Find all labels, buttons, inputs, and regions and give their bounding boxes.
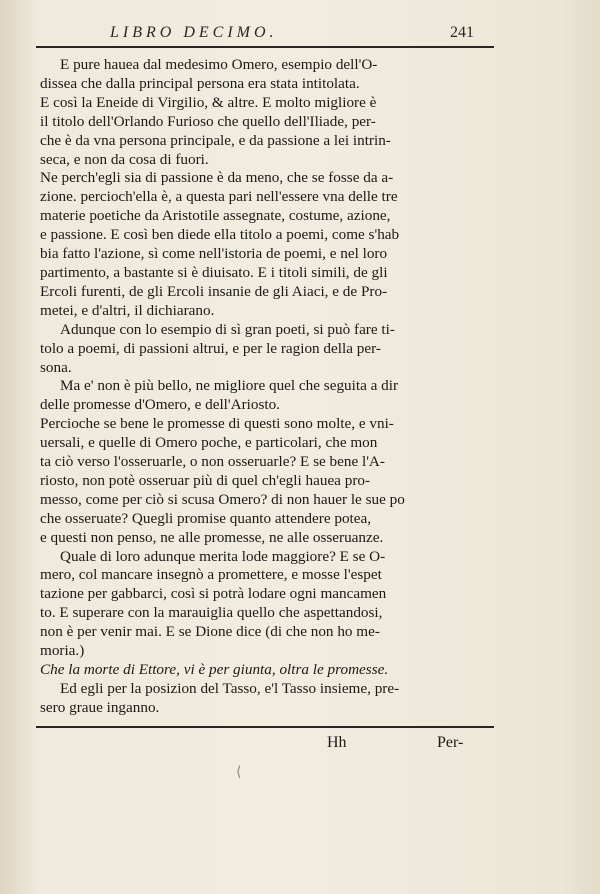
- text-line: riosto, non potè osseruar più di quel ch'egli hauea pro-: [40, 471, 371, 489]
- text-line: delle promesse d'Omero, e dell'Ariosto.: [40, 396, 280, 414]
- text-line: tolo a poemi, di passioni altrui, e per le ragion della per-: [40, 339, 381, 357]
- text-line: che è da vna persona principale, e da passione a lei intrin-: [40, 131, 391, 149]
- text-line: Che la morte di Ettore, vi è per giunta, oltra le promesse.: [40, 661, 389, 678]
- text-line: e questi non penso, ne alle promesse, ne alle osseruanze.: [40, 528, 384, 546]
- text-line: zione. percioch'ella è, a questa pari nell'essere vna delle tre: [40, 188, 398, 206]
- text-line: tazione per gabbarci, così si potrà lodare ogni mancamen: [40, 585, 387, 603]
- text-line: to. E superare con la marauiglia quello che aspettandosi,: [40, 604, 383, 622]
- text-line: dissea che dalla principal persona era stata intitolata.: [40, 74, 360, 92]
- text-line: materie poetiche da Aristotile assegnate, costume, azione,: [40, 207, 391, 225]
- text-line: Ed egli per la posizion del Tasso, e'l Tasso insieme, pre-: [60, 679, 400, 697]
- text-line: Ercoli furenti, de gli Ercoli insanie de gli Aiaci, e de Pro-: [40, 282, 388, 300]
- signature-mark: Hh: [327, 734, 347, 751]
- text-line: sona.: [40, 358, 72, 376]
- body-text: [40, 56, 492, 718]
- text-line: non è per venir mai. E se Dione dice (di che non ho me-: [40, 623, 380, 641]
- text-line: E così la Eneide di Virgilio, & altre. E molto migliore è: [40, 93, 377, 111]
- running-title: LIBRO DECIMO.: [110, 24, 278, 41]
- text-line: il titolo dell'Orlando Furioso che quello dell'Iliade, per-: [40, 112, 376, 130]
- text-line: Quale di loro adunque merita lode maggiore? E se O-: [60, 547, 386, 565]
- text-line: Percioche se bene le promesse di questi sono molte, e vni-: [40, 415, 394, 433]
- text-line: Ne perch'egli sia di passione è da meno, che se fosse da a-: [40, 169, 394, 187]
- text-line: e passione. E così ben diede ella titolo a poemi, come s'hab: [40, 226, 400, 244]
- text-line: sero graue inganno.: [40, 698, 160, 716]
- text-line: che osseruate? Quegli promise quanto attendere potea,: [40, 509, 372, 527]
- text-line: mero, col mancare insegnò a promettere, e mosse l'espet: [40, 566, 382, 584]
- text-line: uersali, e quelle di Omero poche, e particolari, che mon: [40, 434, 378, 452]
- text-line: partimento, a bastante si è diuisato. E i titoli simili, de gli: [40, 263, 388, 281]
- margin-glyph: ⟨: [236, 764, 242, 780]
- text-line: bia fatto l'azione, sì come nell'istoria de poemi, e nel loro: [40, 245, 388, 263]
- text-line: ta ciò verso l'osseruarle, o non osseruarle? E se bene l'A-: [40, 453, 385, 471]
- text-line: messo, come per ciò si scusa Omero? di non hauer le sue po: [40, 490, 405, 508]
- text-line: metei, e d'altri, il dichiarano.: [40, 301, 215, 319]
- text-line: moria.): [40, 642, 85, 660]
- text-line: E pure hauea dal medesimo Omero, esempio dell'O-: [60, 56, 378, 73]
- text-line: Ma e' non è più bello, ne migliore quel che seguita a dir: [60, 377, 399, 395]
- text-line: Adunque con lo esempio di sì gran poeti, si può fare ti-: [60, 320, 395, 338]
- catchword: Per-: [437, 734, 464, 751]
- footer-rule: [36, 726, 494, 728]
- page-number: 241: [450, 24, 474, 41]
- text-line: seca, e non da cosa di fuori.: [40, 150, 209, 168]
- header-rule: [36, 46, 494, 48]
